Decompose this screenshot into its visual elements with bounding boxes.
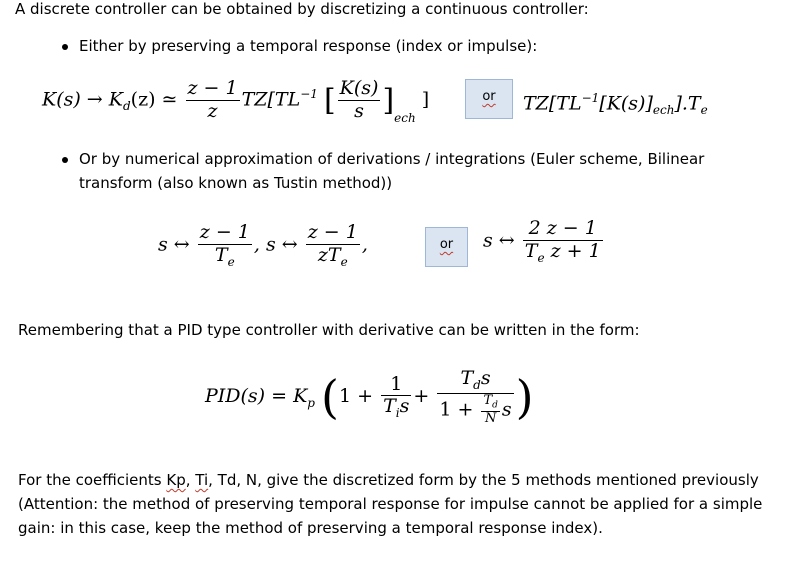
eq1-lhs-sub: d [122,99,131,114]
eq1-fraction [186,78,240,123]
bullet-1 [62,44,68,50]
instruction-l1-b: , Td, N, give the discretized form by the 5 methods mentioned previously [208,471,759,489]
eq1-close: ] [421,88,430,111]
or-button-1[interactable]: or [465,79,513,119]
eq2-frac1 [198,222,252,269]
equation-temporal-response [42,77,430,126]
bullet2-line2: transform (also known as Tustin method)) [79,174,393,192]
instruction-comma: , [185,471,196,489]
eq2-frac2 [306,222,360,269]
eq1-left-bracket: [ [323,82,336,118]
eq2-comma1: , s ↔ [253,233,298,256]
pid-f2-den [437,394,513,427]
eq2-f2-den-t: zT [317,243,341,266]
eq2-f1-den [198,245,252,270]
pid-plus: + [413,385,430,408]
eq1-frac-num: z − 1 [187,77,238,99]
pid-f1-den-after: s [399,395,410,418]
equation-pid [205,368,534,426]
eq2-f3-den-sub: e [537,250,545,265]
eq1-lhs-after: (z) ≃ [130,88,178,111]
instruction-l1-a: For the coefficients [18,471,167,489]
eq1-rhs-e: e [700,103,708,118]
eq1-ech: ech [394,111,416,126]
bullet2-line1: Or by numerical approximation of derivations / integrations (Euler scheme, Bilinear [79,150,705,168]
instruction-line1 [18,469,759,492]
term-kp: Kp [166,471,186,489]
pid-right-paren: ) [515,370,534,425]
eq1-bracket-fraction [338,78,381,123]
eq2-frac3 [523,218,603,265]
eq2-f1-num: z − 1 [199,221,250,243]
eq1-right-bracket: ] [382,82,395,118]
pid-f2-den-small-num-t: T [483,392,493,408]
pid-f2-den-small-frac [481,394,499,427]
pid-f2-num-sub: d [473,377,481,392]
pid-f2-den-pre: 1 + [439,398,474,421]
eq1-inv: −1 [300,87,318,102]
eq2-s3: s ↔ [483,229,515,252]
pid-lhs-sub: p [307,396,315,411]
eq2-s1: s ↔ [158,233,190,256]
term-ti: Ti [195,471,209,489]
pid-left-paren: ( [321,370,339,425]
pid-f1-den-sub: i [395,406,400,421]
pid-f2-num-t: T [460,367,474,389]
pid-one-plus: 1 + [338,385,374,408]
instruction-line3: gain: in this case, keep the method of preserving a temporal response index). [18,519,603,537]
eq1-rhs-end: ].T [674,92,701,115]
eq2-f2-den-sub: e [340,254,348,269]
eq2-f3-den-t: T [524,239,538,262]
pid-f2-den-small-num-sub: d [492,400,498,411]
eq1-frac-den: z [207,99,218,122]
eq2-f3-den [523,241,603,266]
eq1-rhs-ech: ech [652,103,675,118]
eq2-f1-den-t: T [214,243,228,266]
eq1-tz: TZ[TL [241,88,301,111]
instruction-line2: (Attention: the method of preserving temporal response for impulse cannot be applied for a simple [18,495,763,513]
eq2-f2-num: z − 1 [307,221,358,243]
eq1-bracket-num: K(s) [339,77,379,99]
pid-f1-num: 1 [381,374,411,397]
pid-f2-den-after: s [501,398,512,421]
eq1-rhs-mid: [K(s)] [599,92,653,115]
equation-euler [158,222,368,269]
equation-tustin [483,218,605,265]
intro-text: A discrete controller can be obtained by discretizing a continuous controller: [15,0,589,18]
eq1-rhs-inv: −1 [581,91,600,105]
pid-frac2 [437,368,513,426]
equation-index-response [523,91,708,117]
eq2-comma2: , [361,233,368,256]
eq2-f1-den-sub: e [227,254,235,269]
bullet-2 [62,157,68,163]
or-button-2[interactable]: or [425,227,468,267]
eq1-bracket-den: s [354,99,364,122]
remember-text: Remembering that a PID type controller with derivative can be written in the form: [18,321,640,339]
pid-f1-den-t: T [383,395,396,418]
eq1-lhs: K(s) → K [42,88,123,111]
pid-frac1 [381,374,411,421]
pid-f2-num [437,368,513,394]
bullet1-text: Either by preserving a temporal response (index or impulse): [79,37,538,55]
pid-lhs: PID(s) = K [205,385,308,408]
eq2-f3-num: 2 z − 1 [523,218,603,241]
pid-f2-num-after: s [480,367,491,389]
pid-f2-den-small-num [481,394,499,412]
eq1-rhs: TZ[TL [523,92,582,115]
pid-f2-den-small-den: N [485,410,497,426]
pid-f1-den [381,396,411,421]
eq2-f3-den-after: z + 1 [544,239,601,262]
eq2-f2-den [306,245,360,270]
